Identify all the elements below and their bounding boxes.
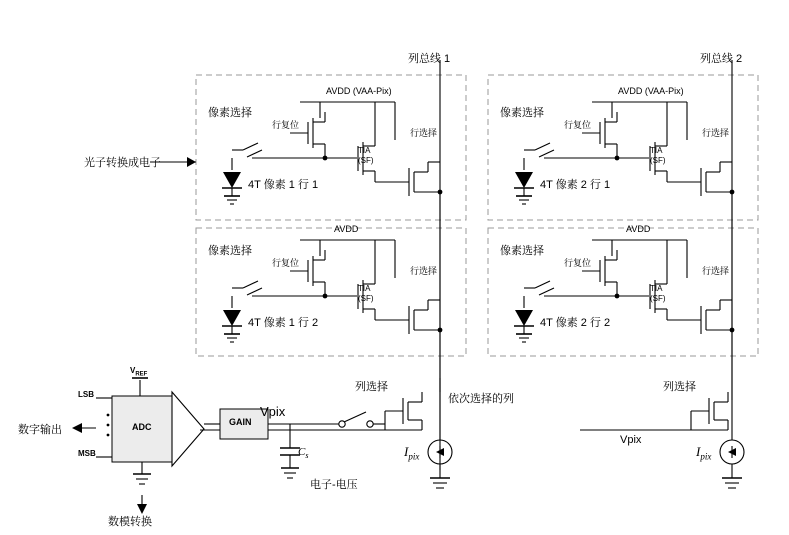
cell-caption-2-2: 4T 像素 2 行 2 [540, 317, 611, 329]
cell-caption-2-1: 4T 像素 2 行 1 [540, 179, 611, 191]
pixel-select-label-1-1: 像素选择 [208, 107, 252, 119]
tia-label-1-1: TIA [358, 146, 371, 155]
row-reset-label-2-1: 行复位 [564, 120, 592, 130]
sequential-column-label: 依次选择的列 [448, 393, 514, 405]
vref-label: $V_{REF}$ [130, 366, 148, 378]
avdd-label-2-2: AVDD [626, 224, 651, 234]
tia-label-1-2: TIA [358, 284, 371, 293]
row-reset-label-1-2: 行复位 [272, 258, 300, 268]
adc-block-label: ADC [132, 422, 152, 432]
row-reset-label-1-1: 行复位 [272, 120, 300, 130]
sf-label-1-1: (SF) [358, 156, 374, 165]
tia-label-2-1: TIA [650, 146, 663, 155]
cs-label: $C_s$ [298, 446, 309, 461]
pixel-select-label-1-2: 像素选择 [208, 245, 252, 257]
ipix-right-label: $I_{pix}$ [696, 444, 712, 462]
sf-label-2-1: (SF) [650, 156, 666, 165]
row-select-label-2-2: 行选择 [702, 266, 730, 276]
lsb-label: LSB [78, 390, 94, 399]
cell-box-2-1 [488, 75, 758, 220]
cell-caption-1-2: 4T 像素 1 行 2 [248, 317, 319, 329]
cell-box-1-1 [196, 75, 466, 220]
dac-conversion-label: 数模转换 [108, 516, 152, 528]
avdd-label-2-1: AVDD (VAA-Pix) [618, 86, 684, 96]
vpix-right-label: Vpix [620, 434, 642, 446]
row-select-label-2-1: 行选择 [702, 128, 730, 138]
msb-label: MSB [78, 449, 96, 458]
digital-output-label: 数字输出 [18, 424, 62, 436]
avdd-label-1-2: AVDD [334, 224, 359, 234]
electron-to-voltage-label: 电子-电压 [310, 479, 358, 491]
row-select-label-1-1: 行选择 [410, 128, 438, 138]
sf-label-1-2: (SF) [358, 294, 374, 303]
tia-label-2-2: TIA [650, 284, 663, 293]
column-select-2-label: 列选择 [663, 381, 696, 393]
row-select-label-1-2: 行选择 [410, 266, 438, 276]
gain-block-label: GAIN [229, 417, 252, 427]
photon-to-electron-label: 光子转换成电子 [84, 157, 161, 169]
vpix-left-label: Vpix [260, 404, 286, 419]
column-bus-2-label: 列总线 2 [700, 53, 743, 65]
sf-label-2-2: (SF) [650, 294, 666, 303]
cell-caption-1-1: 4T 像素 1 行 1 [248, 179, 319, 191]
pixel-select-label-2-1: 像素选择 [500, 107, 544, 119]
row-reset-label-2-2: 行复位 [564, 258, 592, 268]
avdd-label-1-1: AVDD (VAA-Pix) [326, 86, 392, 96]
ipix-left-label: $I_{pix}$ [404, 444, 420, 462]
column-select-1-label: 列选择 [355, 381, 388, 393]
column-bus-1-label: 列总线 1 [408, 53, 451, 65]
pixel-select-label-2-2: 像素选择 [500, 245, 544, 257]
